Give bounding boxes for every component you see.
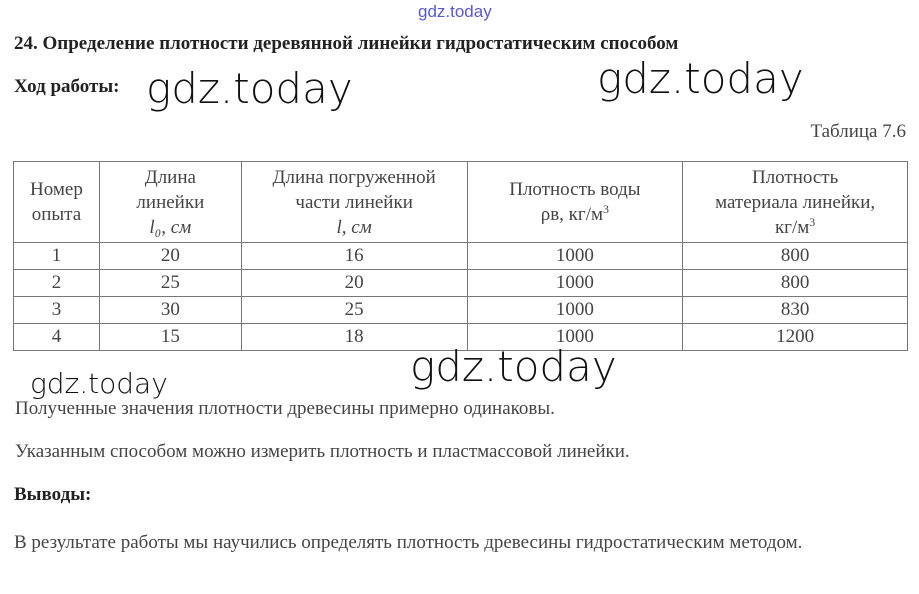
cell-water-density: 1000 bbox=[467, 243, 683, 270]
cell-length: 15 bbox=[99, 324, 241, 351]
cell-material-density: 1200 bbox=[683, 324, 908, 351]
conclusion-text: В результате работы мы научились определять плотность древесины гидростатическим методом. bbox=[14, 532, 803, 553]
header-material-density: Плотность материала линейки, $кг/м^3$ bbox=[683, 162, 908, 243]
paragraph-method: Указанным способом можно измерить плотность и пластмассовой линейки. bbox=[15, 441, 630, 462]
watermark-right: gdz.today bbox=[597, 54, 804, 103]
cell-submerged: 16 bbox=[241, 243, 467, 270]
cell-water-density: 1000 bbox=[467, 297, 683, 324]
table-row bbox=[14, 297, 908, 324]
header-ruler-length: Длина линейки l₀, см bbox=[99, 162, 241, 243]
table-header-row bbox=[14, 162, 908, 243]
header-trial-number: Номер опыта bbox=[14, 162, 100, 243]
cell-trial: 4 bbox=[14, 324, 100, 351]
table-number: Таблица 7.6 bbox=[810, 121, 906, 142]
cell-length: 20 bbox=[99, 243, 241, 270]
header-submerged-length: Длина погруженной части линейки l, см bbox=[241, 162, 467, 243]
cell-water-density: 1000 bbox=[467, 270, 683, 297]
table-row bbox=[14, 270, 908, 297]
watermark-center: gdz.today bbox=[410, 342, 617, 391]
cell-trial: 3 bbox=[14, 297, 100, 324]
paragraph-result: Полученные значения плотности древесины примерно одинаковы. bbox=[15, 398, 555, 419]
watermark-top: gdz.today bbox=[418, 2, 492, 21]
measurements-table bbox=[13, 161, 908, 351]
watermark-left: gdz.today bbox=[146, 64, 353, 113]
header-water-density: Плотность воды ρв, $кг/м^3$ bbox=[467, 162, 683, 243]
cell-material-density: 800 bbox=[683, 270, 908, 297]
cell-trial: 1 bbox=[14, 243, 100, 270]
cell-submerged: 20 bbox=[241, 270, 467, 297]
cell-submerged: 18 bbox=[241, 324, 467, 351]
exercise-title: 24. Определение плотности деревянной линейки гидростатическим способом bbox=[14, 33, 679, 54]
cell-submerged: 25 bbox=[241, 297, 467, 324]
table-row bbox=[14, 243, 908, 270]
cell-material-density: 800 bbox=[683, 243, 908, 270]
cell-trial: 2 bbox=[14, 270, 100, 297]
cell-length: 30 bbox=[99, 297, 241, 324]
cell-water-density: 1000 bbox=[467, 324, 683, 351]
cell-material-density: 830 bbox=[683, 297, 908, 324]
cell-length: 25 bbox=[99, 270, 241, 297]
watermark-small-left: gdz.today bbox=[30, 367, 168, 400]
conclusions-heading: Выводы: bbox=[14, 484, 92, 505]
procedure-heading: Ход работы: bbox=[14, 76, 120, 97]
